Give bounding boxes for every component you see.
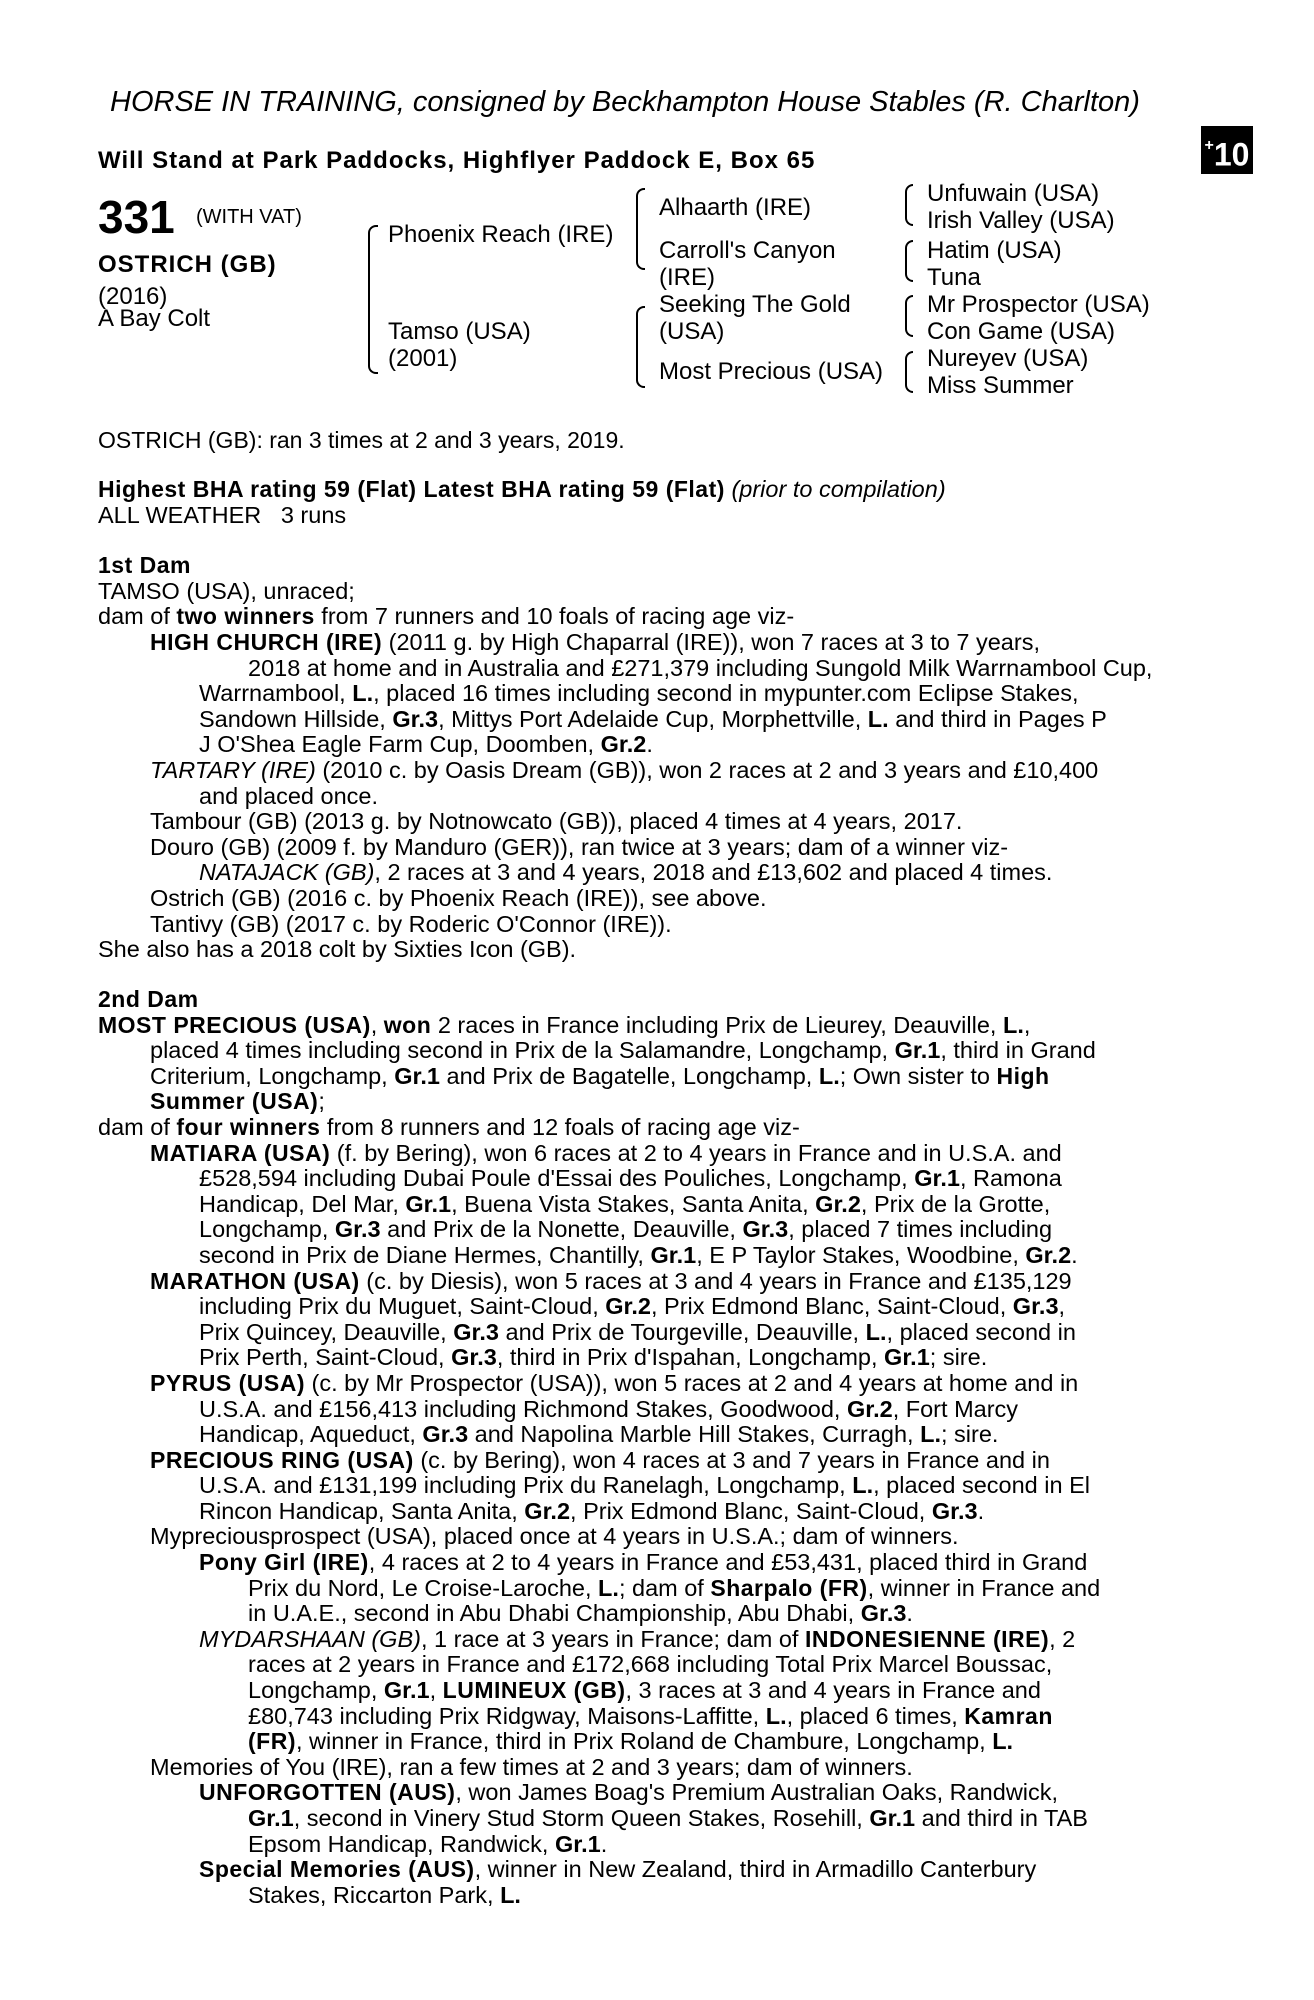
pedigree-sd-line2: (IRE) (659, 264, 715, 291)
first-dam-line: TAMSO (USA), unraced; (98, 577, 355, 604)
lot-number: 331 (98, 191, 175, 243)
horse-description: A Bay Colt (98, 305, 211, 332)
pedigree-brace-main (368, 225, 378, 374)
pedigree-dds: Nureyev (USA) (927, 345, 1089, 372)
produce-ostrich: Ostrich (GB) (2016 c. by Phoenix Reach (IRE)), see above. (150, 884, 767, 911)
produce-mydarshaan: MYDARSHAAN (GB), 1 race at 3 years in France; dam of INDONESIENNE (IRE), 2 (199, 1625, 1076, 1652)
second-dam-produce-intro: dam of four winners from 8 runners and 12 foals of racing age viz- (98, 1113, 800, 1140)
surface-line (98, 502, 346, 529)
pedigree-brace-ss (905, 184, 913, 226)
second-dam-section: 2nd Dam MOST PRECIOUS (USA), won 2 races in France including Prix de Lieurey, Deauville, L., placed 4 times including second in Prix de la Salamandre, Longchamp, Gr.1, third in Grand Criterium, Longchamp, Gr.1 and Prix de Bagatelle, Longchamp, L.; Own sister to High Summer (USA); dam of four winners from 8 runners and 12 foals of racing age viz- MATIARA (USA) (f. by Bering), won 6 races at 2 to 4 years in France and in U.S.A. and £528,594 including Dubai Poule d'Essai des Pouliches, Longchamp, Gr.1, Ramona Handicap, Del Mar, Gr.1, Buena Vista Stakes, Santa Anita, Gr.2, Prix de la Grotte, Longchamp, Gr.3 and Prix de la Nonette, Deauville, Gr.3, placed 7 times including second in Prix de Diane Hermes, Chantilly, Gr.1, E P Taylor Stakes, Woodbine, Gr.2. MARATHON (USA) (c. by Diesis), won 5 races at 3 and 4 years in France and £135,129 including Prix du Muguet, Saint-Cloud, Gr.2, Prix Edmond Blanc, Saint-Cloud, Gr.3, Prix Quincey, Deauville, Gr.3 and Prix de Tourgeville, Deauville, L., placed second in Prix Perth, Saint-Cloud, Gr.3, third in Prix d'Ispahan, Longchamp, Gr.1; sire. PYRUS (USA) (c. by Mr Prospector (USA)), won 5 races at 2 and 4 years at home and in U.S.A. and £156,413 including Richmond Stakes, Goodwood, Gr.2, Fort Marcy Handicap, Aqueduct, Gr.3 and Napolina Marble Hill Stakes, Curragh, L.; sire. PRECIOUS RING (USA) (c. by Bering), won 4 races at 3 and 7 years in France and in U.S.A. and £131,199 including Prix du Ranelagh, Longchamp, L., placed second in El Rincon Handicap, Santa Anita, Gr.2, Prix Edmond Blanc, Saint-Cloud, Gr.3. Mypreciousprospect (USA), placed once at 4 years in U.S.A.; dam of winners. Pony Girl (IRE), 4 races at 2 to 4 years in France and £53,431, placed third in Grand Prix du Nord, Le Croise-Laroche, L.; dam of Sharpalo (FR), winner in France and in U.A.E., second in Abu Dhabi Championship, Abu Dhabi, Gr.3. MYDARSHAAN (GB), 1 race at 3 years in France; dam of INDONESIENNE (IRE), 2 races at 2 years in France and £172,668 including Total Prix Marcel Boussac, Longchamp, Gr.1, LUMINEUX (GB), 3 races at 3 and 4 years in France and £80,743 including Prix Ridgway, Maisons-Laffitte, L., placed 6 times, Kamran (FR), winner in France, third in Prix Roland de Chambure, Longchamp, L. Memories of You (IRE), ran a few times at 2 and 3 years; dam of winners. UNFORGOTTEN (AUS), won James Boag's Premium Australian Oaks, Randwick, Gr.1, second in Vinery Stud Storm Queen Stakes, Rosehill, Gr.1 and third in TAB Epsom Handicap, Randwick, Gr.1. Special Memories (AUS), winner in New Zealand, third in Armadillo Canterbury Stakes, Riccarton Park, L. (98, 987, 1202, 1908)
pedigree-dam: Tamso (USA) (388, 318, 531, 345)
first-dam-produce (98, 630, 1202, 963)
pedigree-sss: Unfuwain (USA) (927, 180, 1100, 207)
produce-high-church: HIGH CHURCH (IRE) (2011 g. by High Chaparral (IRE)), won 7 races at 3 to 7 years, (150, 629, 1040, 655)
race-summary: OSTRICH (GB): ran 3 times at 2 and 3 years, 2019. (98, 427, 625, 453)
produce-marathon: MARATHON (USA) (c. by Diesis), won 5 races at 3 and 4 years in France and £135,129 (150, 1267, 1072, 1294)
produce-precious-ring: PRECIOUS RING (USA) (c. by Bering), won 4 races at 3 and 7 years in France and in (150, 1446, 1050, 1473)
surface-label: ALL WEATHER (98, 502, 262, 528)
horse-year: (2016) (98, 283, 168, 310)
badge-prefix: + (1204, 137, 1214, 154)
pedigree-ssd: Irish Valley (USA) (927, 207, 1115, 234)
horse-name: OSTRICH (GB) (98, 251, 277, 278)
produce-tartary-2: and placed once. (199, 782, 379, 809)
pedigree-sdd: Tuna (927, 264, 981, 291)
page-number-badge (1201, 126, 1253, 174)
produce-tambour: Tambour (GB) (2013 g. by Notnowcato (GB)), placed 4 times at 4 years, 2017. (150, 808, 963, 835)
first-dam-produce-intro: dam of two winners from 7 runners and 10 foals of racing age viz- (98, 603, 795, 630)
produce-special-memories: Special Memories (AUS), winner in New Zealand, third in Armadillo Canterbury (199, 1856, 1037, 1883)
pedigree-brace-dd (905, 351, 913, 393)
pedigree-dsd: Con Game (USA) (927, 318, 1116, 345)
produce-memories-of-you: Memories of You (IRE), ran a few times at 2 and 3 years; dam of winners. (150, 1753, 913, 1780)
pedigree-ddd: Miss Summer (927, 372, 1074, 399)
pedigree-dd: Most Precious (USA) (659, 358, 884, 385)
produce-high-church-3: Warrnambool, L., placed 16 times including second in mypunter.com Eclipse Stakes, (199, 680, 1079, 707)
second-dam-line-2: placed 4 times including second in Prix de la Salamandre, Longchamp, Gr.1, third in Grand (150, 1037, 1096, 1064)
pedigree-dss: Mr Prospector (USA) (927, 291, 1150, 318)
produce-douro: Douro (GB) (2009 f. by Manduro (GER)), ran twice at 3 years; dam of a winner viz- (150, 833, 1009, 860)
produce-high-church-4: Sandown Hillside, Gr.3, Mittys Port Adelaide Cup, Morphettville, L. and third in Pages P (199, 705, 1107, 732)
produce-tantivy: Tantivy (GB) (2017 c. by Roderic O'Connor (IRE)). (150, 910, 672, 937)
produce-tartary: TARTARY (IRE) (2010 c. by Oasis Dream (GB)), won 2 races at 2 and 3 years and £10,400 (150, 756, 1099, 783)
pedigree-sire: Phoenix Reach (IRE) (388, 221, 614, 248)
first-dam-section (98, 553, 1202, 630)
rating-line (98, 476, 946, 503)
pedigree-ds-line1: Seeking The Gold (659, 291, 851, 318)
second-dam-line-4: Summer (USA); (150, 1088, 325, 1115)
standing-location: Will Stand at Park Paddocks, Highflyer Paddock E, Box 65 (98, 147, 816, 174)
produce-note: She also has a 2018 colt by Sixties Icon (GB). (98, 936, 577, 963)
produce-pyrus: PYRUS (USA) (c. by Mr Prospector (USA)), won 5 races at 2 and 4 years at home and in (150, 1369, 1079, 1396)
rating-note: (prior to compilation) (731, 476, 946, 502)
produce-unforgotten: UNFORGOTTEN (AUS), won James Boag's Premium Australian Oaks, Randwick, (199, 1779, 1059, 1806)
rating-main: Highest BHA rating 59 (Flat) Latest BHA rating 59 (Flat) (98, 476, 725, 502)
produce-high-church-2: 2018 at home and in Australia and £271,379 including Sungold Milk Warrnambool Cup, (248, 654, 1153, 681)
pedigree-sd-line1: Carroll's Canyon (659, 237, 836, 264)
pedigree-brace-dam (636, 306, 645, 388)
produce-matiara: MATIARA (USA) (f. by Bering), won 6 races at 2 to 4 years in France and in U.S.A. and (150, 1139, 1062, 1166)
badge-number: 10 (1213, 136, 1250, 173)
pedigree-ds-line2: (USA) (659, 318, 725, 345)
produce-high-church-5: J O'Shea Eagle Farm Cup, Doomben, Gr.2. (199, 731, 653, 758)
pedigree-dam-year: (2001) (388, 345, 458, 372)
first-dam-heading: 1st Dam (98, 552, 191, 578)
pedigree-brace-sd (905, 240, 913, 282)
produce-pony-girl: Pony Girl (IRE), 4 races at 2 to 4 years in France and £53,431, placed third in Grand (199, 1549, 1088, 1576)
surface-runs: 3 runs (280, 502, 347, 528)
second-dam-heading: 2nd Dam (98, 986, 199, 1012)
second-dam-line-3: Criterium, Longchamp, Gr.1 and Prix de Bagatelle, Longchamp, L.; Own sister to High (150, 1062, 1050, 1089)
produce-mypreciousprospect: Mypreciousprospect (USA), placed once at 4 years in U.S.A.; dam of winners. (150, 1523, 959, 1550)
pedigree-sds: Hatim (USA) (927, 237, 1062, 264)
second-dam-line-1: MOST PRECIOUS (USA), won 2 races in France including Prix de Lieurey, Deauville, L., (98, 1011, 1031, 1038)
pedigree-brace-sire (636, 188, 645, 270)
pedigree-ss: Alhaarth (IRE) (659, 194, 812, 221)
pedigree-brace-ds (905, 295, 913, 337)
vat-note: (WITH VAT) (196, 206, 302, 228)
produce-natajack: NATAJACK (GB), 2 races at 3 and 4 years, 2018 and £13,602 and placed 4 times. (199, 859, 1053, 886)
page-title: HORSE IN TRAINING, consigned by Beckhampton House Stables (R. Charlton) (110, 86, 1140, 118)
